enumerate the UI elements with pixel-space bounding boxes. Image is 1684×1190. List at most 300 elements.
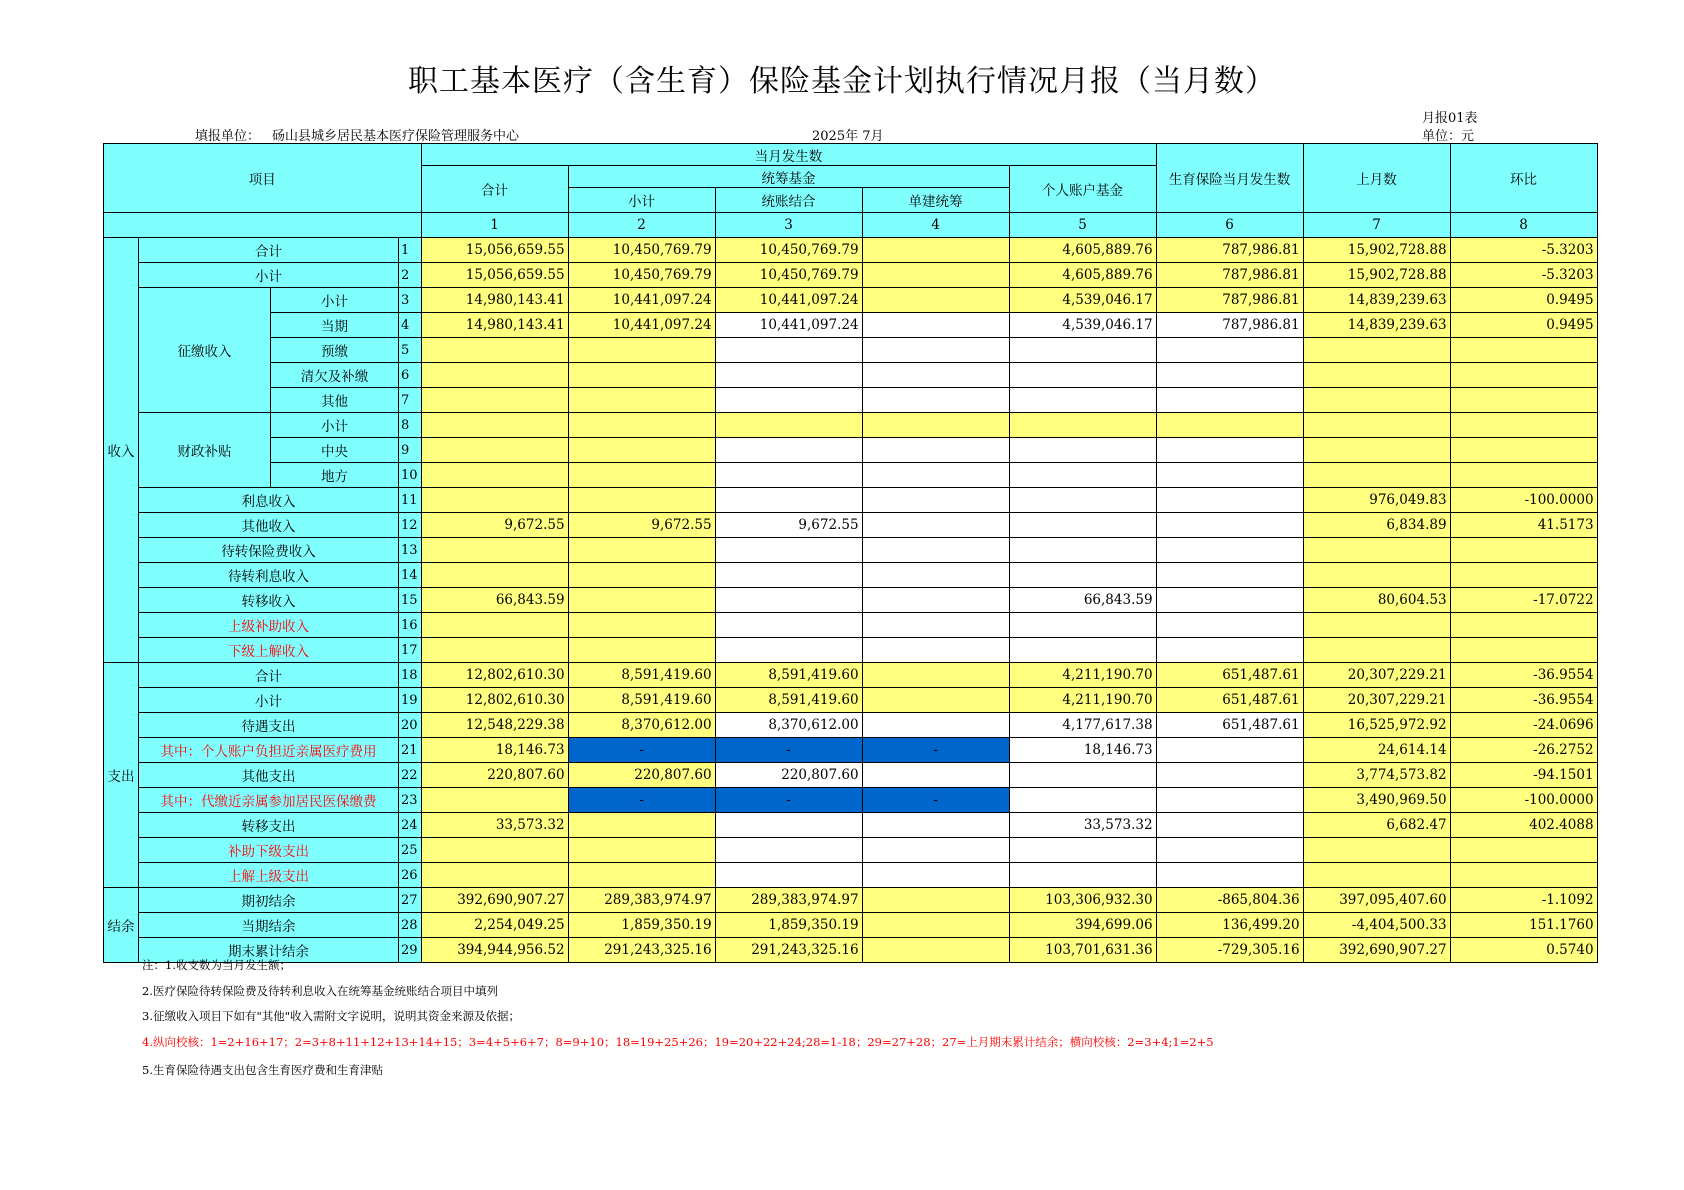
- table-cell: 15,056,659.55: [421, 263, 568, 288]
- table-cell: 8,370,612.00: [715, 713, 862, 738]
- table-cell: [421, 413, 568, 438]
- row-number: 17: [399, 638, 422, 663]
- table-cell: [862, 488, 1009, 513]
- row-number: 26: [399, 863, 422, 888]
- row-label: 小计: [271, 288, 399, 313]
- table-cell: [1156, 738, 1303, 763]
- table-cell: -1.1092: [1450, 888, 1597, 913]
- table-cell: [568, 638, 715, 663]
- table-cell: [568, 463, 715, 488]
- table-cell: [1156, 413, 1303, 438]
- header-last-month: 上月数: [1303, 144, 1450, 213]
- row-number: 25: [399, 838, 422, 863]
- table-cell: [862, 288, 1009, 313]
- table-cell: 1,859,350.19: [568, 913, 715, 938]
- table-cell: 8,591,419.60: [568, 688, 715, 713]
- table-cell: [421, 538, 568, 563]
- table-cell: -36.9554: [1450, 688, 1597, 713]
- table-cell: [1009, 388, 1156, 413]
- row-number: 28: [399, 913, 422, 938]
- table-cell: [1303, 363, 1450, 388]
- table-cell: [862, 538, 1009, 563]
- header-total: 合计: [421, 166, 568, 213]
- table-cell: 394,699.06: [1009, 913, 1156, 938]
- report-table: [103, 143, 1598, 963]
- table-cell: [1009, 338, 1156, 363]
- table-cell: [421, 638, 568, 663]
- row-number: 29: [399, 938, 422, 963]
- table-cell: 397,095,407.60: [1303, 888, 1450, 913]
- row-label: 其中：个人账户负担近亲属医疗费用: [139, 738, 399, 763]
- table-cell: 8,370,612.00: [568, 713, 715, 738]
- table-cell: [715, 563, 862, 588]
- row-label: 待转利息收入: [139, 563, 399, 588]
- table-cell: [862, 888, 1009, 913]
- table-cell: [1303, 863, 1450, 888]
- table-cell: [421, 788, 568, 813]
- row-label: 小计: [271, 413, 399, 438]
- table-cell: 8,591,419.60: [568, 663, 715, 688]
- table-cell: [862, 513, 1009, 538]
- footnote-line: 2.医疗保险待转保险费及待转利息收入在统筹基金统账结合项目中填列: [142, 984, 498, 998]
- table-cell: [1156, 763, 1303, 788]
- table-cell: [1156, 463, 1303, 488]
- table-cell: 10,450,769.79: [568, 263, 715, 288]
- row-number: 6: [399, 363, 422, 388]
- row-label: 利息收入: [139, 488, 399, 513]
- table-cell: -729,305.16: [1156, 938, 1303, 963]
- table-cell: 4,211,190.70: [1009, 663, 1156, 688]
- table-cell: 14,980,143.41: [421, 313, 568, 338]
- row-label: 地方: [271, 463, 399, 488]
- table-cell: [1303, 388, 1450, 413]
- table-cell: [862, 663, 1009, 688]
- table-cell: [1450, 838, 1597, 863]
- header-personal-account: 个人账户基金: [1009, 166, 1156, 213]
- row-number: 20: [399, 713, 422, 738]
- table-cell: [568, 588, 715, 613]
- table-cell: -26.2752: [1450, 738, 1597, 763]
- table-row: [104, 238, 1598, 263]
- table-cell: [862, 713, 1009, 738]
- table-cell: [862, 613, 1009, 638]
- table-cell: [715, 413, 862, 438]
- table-cell: [715, 588, 862, 613]
- row-number: 21: [399, 738, 422, 763]
- table-cell: 80,604.53: [1303, 588, 1450, 613]
- row-number: 4: [399, 313, 422, 338]
- header-subtotal: 小计: [568, 188, 715, 213]
- table-cell: [421, 563, 568, 588]
- table-cell: 4,539,046.17: [1009, 313, 1156, 338]
- row-label: 预缴: [271, 338, 399, 363]
- table-cell: 651,487.61: [1156, 663, 1303, 688]
- row-number: 24: [399, 813, 422, 838]
- table-row: [104, 488, 1598, 513]
- footnote-line: 5.生育保险待遇支出包含生育医疗费和生育津贴: [142, 1063, 383, 1077]
- table-cell: [421, 838, 568, 863]
- table-cell: -94.1501: [1450, 763, 1597, 788]
- table-cell: [715, 363, 862, 388]
- table-cell: [1303, 438, 1450, 463]
- table-cell: [715, 488, 862, 513]
- form-id: 月报01表: [1422, 111, 1478, 126]
- table-cell: [1450, 463, 1597, 488]
- table-cell: [1009, 463, 1156, 488]
- table-cell: [715, 438, 862, 463]
- table-cell: [1156, 438, 1303, 463]
- table-cell: 16,525,972.92: [1303, 713, 1450, 738]
- table-cell: [1303, 638, 1450, 663]
- table-cell: [715, 388, 862, 413]
- row-number: 7: [399, 388, 422, 413]
- table-cell: [862, 338, 1009, 363]
- table-cell: [1009, 763, 1156, 788]
- table-cell: [568, 613, 715, 638]
- table-row: [104, 363, 1598, 388]
- row-number: 10: [399, 463, 422, 488]
- table-cell: 402.4088: [1450, 813, 1597, 838]
- table-row: [104, 638, 1598, 663]
- table-cell: [421, 363, 568, 388]
- table-cell: 103,701,631.36: [1009, 938, 1156, 963]
- row-label: 合计: [139, 238, 399, 263]
- table-cell: [1009, 438, 1156, 463]
- column-number: 3: [715, 213, 862, 238]
- table-cell: [1156, 538, 1303, 563]
- row-label: 待遇支出: [139, 713, 399, 738]
- section-income: 收入: [104, 238, 139, 663]
- table-row: [104, 438, 1598, 463]
- table-cell: [1156, 838, 1303, 863]
- table-cell: [1009, 863, 1156, 888]
- table-cell: [568, 838, 715, 863]
- table-cell: [1450, 388, 1597, 413]
- column-number: 5: [1009, 213, 1156, 238]
- header-pooled-fund: 统筹基金: [568, 166, 1009, 188]
- table-cell: 18,146.73: [421, 738, 568, 763]
- table-cell: [1156, 863, 1303, 888]
- table-cell: -: [862, 788, 1009, 813]
- unit-label: 填报单位：: [195, 129, 261, 144]
- table-cell: -: [862, 738, 1009, 763]
- row-label: 下级上解收入: [139, 638, 399, 663]
- table-row: [104, 388, 1598, 413]
- row-number: 22: [399, 763, 422, 788]
- table-row: [104, 338, 1598, 363]
- table-cell: -: [568, 788, 715, 813]
- table-cell: [568, 338, 715, 363]
- table-cell: 0.9495: [1450, 288, 1597, 313]
- table-cell: [862, 913, 1009, 938]
- row-number: 19: [399, 688, 422, 713]
- row-label: 转移收入: [139, 588, 399, 613]
- table-cell: [568, 363, 715, 388]
- table-cell: [421, 463, 568, 488]
- table-cell: [1156, 613, 1303, 638]
- table-cell: [421, 863, 568, 888]
- table-cell: 976,049.83: [1303, 488, 1450, 513]
- column-number: 4: [862, 213, 1009, 238]
- table-cell: [862, 813, 1009, 838]
- table-cell: [715, 638, 862, 663]
- table-cell: [421, 488, 568, 513]
- row-label: 当期: [271, 313, 399, 338]
- table-cell: [715, 463, 862, 488]
- row-number: 9: [399, 438, 422, 463]
- table-cell: [421, 338, 568, 363]
- table-cell: [1303, 838, 1450, 863]
- table-cell: 392,690,907.27: [1303, 938, 1450, 963]
- table-cell: 4,605,889.76: [1009, 263, 1156, 288]
- table-cell: 291,243,325.16: [568, 938, 715, 963]
- table-cell: 66,843.59: [1009, 588, 1156, 613]
- table-cell: [862, 838, 1009, 863]
- table-cell: 4,605,889.76: [1009, 238, 1156, 263]
- table-row: [104, 513, 1598, 538]
- table-cell: [862, 863, 1009, 888]
- table-cell: 0.9495: [1450, 313, 1597, 338]
- table-cell: [1156, 813, 1303, 838]
- table-cell: [568, 488, 715, 513]
- table-cell: 787,986.81: [1156, 288, 1303, 313]
- table-cell: [1009, 363, 1156, 388]
- table-cell: [862, 388, 1009, 413]
- table-cell: 10,441,097.24: [715, 288, 862, 313]
- table-cell: -100.0000: [1450, 788, 1597, 813]
- table-cell: [1009, 513, 1156, 538]
- table-cell: -100.0000: [1450, 488, 1597, 513]
- row-label: 当期结余: [139, 913, 399, 938]
- row-label: 其中：代缴近亲属参加居民医保缴费: [139, 788, 399, 813]
- column-number: 8: [1450, 213, 1597, 238]
- header-maternity: 生育保险当月发生数: [1156, 144, 1303, 213]
- table-cell: [1156, 363, 1303, 388]
- header-mom: 环比: [1450, 144, 1597, 213]
- table-row: [104, 688, 1598, 713]
- table-cell: 291,243,325.16: [715, 938, 862, 963]
- table-cell: 18,146.73: [1009, 738, 1156, 763]
- table-cell: [1450, 613, 1597, 638]
- header-colnum-blank: [104, 213, 422, 238]
- table-cell: 20,307,229.21: [1303, 688, 1450, 713]
- table-row: [104, 788, 1598, 813]
- row-label: 其他支出: [139, 763, 399, 788]
- table-cell: 220,807.60: [568, 763, 715, 788]
- table-cell: [862, 313, 1009, 338]
- row-number: 2: [399, 263, 422, 288]
- table-cell: [1303, 338, 1450, 363]
- table-cell: [568, 563, 715, 588]
- row-label: 清欠及补缴: [271, 363, 399, 388]
- row-number: 1: [399, 238, 422, 263]
- table-cell: [862, 638, 1009, 663]
- table-cell: [862, 463, 1009, 488]
- column-number: 7: [1303, 213, 1450, 238]
- table-cell: [568, 388, 715, 413]
- table-cell: [1009, 538, 1156, 563]
- table-cell: [715, 338, 862, 363]
- table-cell: [715, 863, 862, 888]
- row-label: 上解上级支出: [139, 863, 399, 888]
- table-cell: 10,450,769.79: [715, 263, 862, 288]
- table-cell: -865,804.36: [1156, 888, 1303, 913]
- table-cell: [1156, 338, 1303, 363]
- table-cell: 12,548,229.38: [421, 713, 568, 738]
- column-number: 6: [1156, 213, 1303, 238]
- table-cell: 0.5740: [1450, 938, 1597, 963]
- table-cell: 14,980,143.41: [421, 288, 568, 313]
- table-cell: [568, 813, 715, 838]
- header-standalone: 单建统筹: [862, 188, 1009, 213]
- table-cell: 10,441,097.24: [715, 313, 862, 338]
- table-cell: -17.0722: [1450, 588, 1597, 613]
- table-cell: 6,682.47: [1303, 813, 1450, 838]
- table-cell: 392,690,907.27: [421, 888, 568, 913]
- row-label: 其他: [271, 388, 399, 413]
- table-row: [104, 588, 1598, 613]
- table-cell: [715, 538, 862, 563]
- row-number: 15: [399, 588, 422, 613]
- table-cell: [568, 438, 715, 463]
- header-item: 项目: [104, 144, 422, 213]
- table-cell: [715, 838, 862, 863]
- table-cell: [862, 763, 1009, 788]
- table-cell: [421, 438, 568, 463]
- page-title: 职工基本医疗（含生育）保险基金计划执行情况月报（当月数）: [408, 64, 1276, 99]
- table-cell: 41.5173: [1450, 513, 1597, 538]
- row-label: 合计: [139, 663, 399, 688]
- table-cell: 4,177,617.38: [1009, 713, 1156, 738]
- footnote-line: 4.纵向校核：1=2+16+17；2=3+8+11+12+13+14+15；3=4+5+6+7；8=9+10；18=19+25+26；19=20+22+24;28=1-18；29=27+28；27=上月期末累计结余；横向校核：2=3+4;1=2+5: [142, 1035, 1214, 1049]
- table-cell: 787,986.81: [1156, 313, 1303, 338]
- table-cell: 151.1760: [1450, 913, 1597, 938]
- table-cell: -: [568, 738, 715, 763]
- table-cell: 15,902,728.88: [1303, 238, 1450, 263]
- row-number: 13: [399, 538, 422, 563]
- table-cell: [1156, 638, 1303, 663]
- table-cell: [1303, 413, 1450, 438]
- table-cell: [715, 813, 862, 838]
- column-number: 1: [421, 213, 568, 238]
- table-cell: 10,450,769.79: [568, 238, 715, 263]
- table-row: [104, 463, 1598, 488]
- table-cell: -: [715, 788, 862, 813]
- table-cell: [1303, 538, 1450, 563]
- table-row: [104, 713, 1598, 738]
- table-cell: 33,573.32: [421, 813, 568, 838]
- row-label: 中央: [271, 438, 399, 463]
- group-levy-income: 征缴收入: [139, 288, 271, 413]
- header-current-month: 当月发生数: [421, 144, 1156, 166]
- table-cell: 651,487.61: [1156, 688, 1303, 713]
- table-cell: [1156, 513, 1303, 538]
- table-cell: 3,774,573.82: [1303, 763, 1450, 788]
- table-cell: 6,834.89: [1303, 513, 1450, 538]
- table-row: [104, 913, 1598, 938]
- table-cell: [1450, 538, 1597, 563]
- table-cell: [1009, 563, 1156, 588]
- table-cell: [1009, 613, 1156, 638]
- row-number: 16: [399, 613, 422, 638]
- table-row: [104, 838, 1598, 863]
- table-cell: 24,614.14: [1303, 738, 1450, 763]
- row-label: 上级补助收入: [139, 613, 399, 638]
- table-row: [104, 413, 1598, 438]
- report-period: 2025年 7月: [812, 129, 884, 144]
- row-label: 待转保险费收入: [139, 538, 399, 563]
- footnote-line: 注：1.收支数为当月发生额；: [142, 958, 291, 972]
- table-cell: 9,672.55: [715, 513, 862, 538]
- table-row: [104, 613, 1598, 638]
- row-label: 期初结余: [139, 888, 399, 913]
- table-cell: 1,859,350.19: [715, 913, 862, 938]
- table-cell: [862, 438, 1009, 463]
- header-combined: 统账结合: [715, 188, 862, 213]
- table-cell: [421, 388, 568, 413]
- table-cell: [1009, 788, 1156, 813]
- row-number: 3: [399, 288, 422, 313]
- table-cell: [1156, 588, 1303, 613]
- table-cell: 4,211,190.70: [1009, 688, 1156, 713]
- table-cell: 12,802,610.30: [421, 663, 568, 688]
- table-cell: [1450, 338, 1597, 363]
- table-cell: 787,986.81: [1156, 238, 1303, 263]
- table-cell: [1450, 438, 1597, 463]
- table-row: [104, 263, 1598, 288]
- table-cell: [862, 938, 1009, 963]
- table-cell: 289,383,974.97: [715, 888, 862, 913]
- table-cell: 20,307,229.21: [1303, 663, 1450, 688]
- row-number: 8: [399, 413, 422, 438]
- row-label: 期末累计结余: [139, 938, 399, 963]
- table-cell: 220,807.60: [715, 763, 862, 788]
- table-cell: [1303, 463, 1450, 488]
- table-cell: 10,450,769.79: [715, 238, 862, 263]
- footnote-line: 3.征缴收入项目下如有"其他"收入需附文字说明，说明其资金来源及依据；: [142, 1009, 521, 1023]
- table-cell: [1450, 863, 1597, 888]
- table-row: [104, 863, 1598, 888]
- row-number: 27: [399, 888, 422, 913]
- table-row: [104, 538, 1598, 563]
- table-cell: 220,807.60: [421, 763, 568, 788]
- table-cell: 15,056,659.55: [421, 238, 568, 263]
- table-cell: 9,672.55: [568, 513, 715, 538]
- table-cell: -5.3203: [1450, 263, 1597, 288]
- section-expense: 支出: [104, 663, 139, 888]
- table-row: [104, 313, 1598, 338]
- table-cell: [1303, 613, 1450, 638]
- table-cell: [1450, 363, 1597, 388]
- table-cell: [1450, 638, 1597, 663]
- table-cell: [862, 413, 1009, 438]
- row-number: 18: [399, 663, 422, 688]
- table-cell: [862, 238, 1009, 263]
- table-cell: 15,902,728.88: [1303, 263, 1450, 288]
- table-cell: [568, 413, 715, 438]
- table-cell: [862, 588, 1009, 613]
- row-label: 小计: [139, 263, 399, 288]
- currency-unit: 单位：元: [1422, 129, 1475, 144]
- table-cell: 136,499.20: [1156, 913, 1303, 938]
- table-cell: [1450, 413, 1597, 438]
- table-cell: [1009, 838, 1156, 863]
- section-balance: 结余: [104, 888, 139, 963]
- table-cell: 3,490,969.50: [1303, 788, 1450, 813]
- table-cell: 289,383,974.97: [568, 888, 715, 913]
- table-cell: 2,254,049.25: [421, 913, 568, 938]
- row-number: 12: [399, 513, 422, 538]
